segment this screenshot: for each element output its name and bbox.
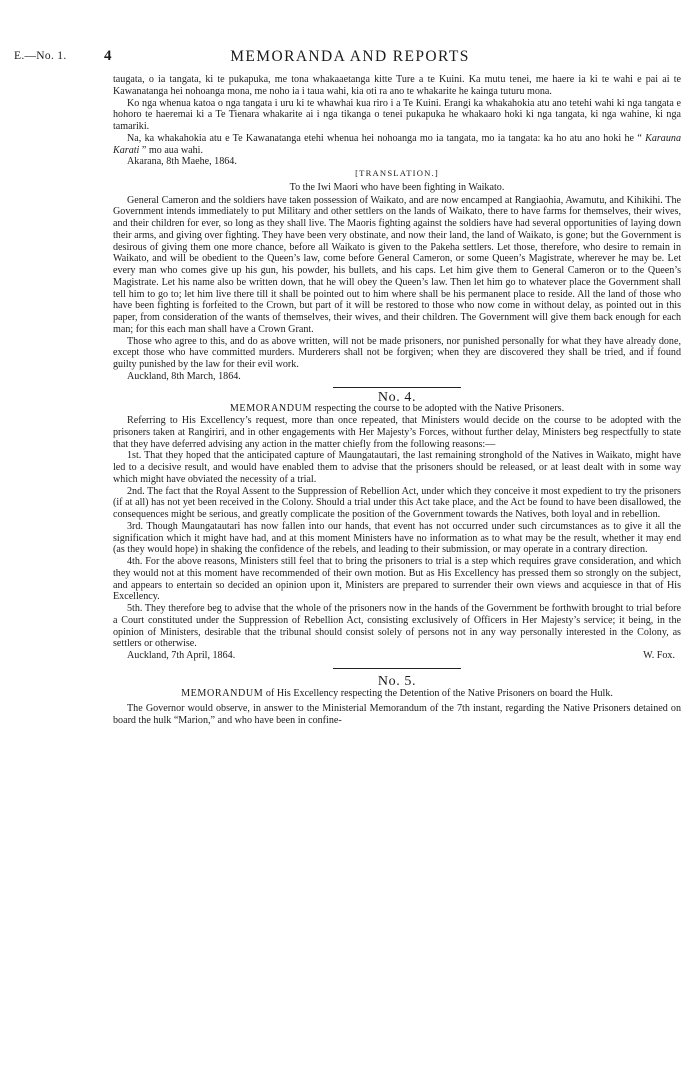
section-divider bbox=[333, 668, 461, 669]
memorandum-paragraph: The Governor would observe, in answer to the Ministerial Memorandum of the 7th instant, regarding the Native Prisoners detained on board the hulk “Marion,” and who have been in confine- bbox=[113, 703, 681, 726]
memorandum-point: 3rd. Though Maungatautari has now fallen into our hands, that event has not occurred under such circumstances as to give it all the signification which it might have had, and at this moment Ministers have no information as to what may be the result, whether it may end (as they would hope) in shaking the confidence of the rebels, and leading to their submission, or may operate in a contrary direction. bbox=[113, 520, 681, 556]
memorandum-no-5 bbox=[113, 673, 681, 727]
maori-paragraph-continued: taugata, o ia tangata, ki te pukapuka, me tona whakaaetanga kitte Ture a te Kuini. Ka mutu tenei, me haere ia ki te wahi e pai ai te Kawanatanga hei nohoanga mona, me noho ia i taua wahi, kia oti ra ano te whakarite he kainga tuturu mona. bbox=[113, 74, 681, 97]
memorandum-point: 5th. They therefore beg to advise that the whole of the prisoners now in the hands of the Government be forthwith brought to trial before a Court constituted under the Suppression of Rebellion Act, consisting exclusively of Officers in Her Majesty’s service; it being, in the opinion of Ministers, desirable that the tribunal should consist solely of persons not in any way personally interested in the Colony, as settlers or otherwise. bbox=[113, 603, 681, 650]
translation-date: Auckland, 8th March, 1864. bbox=[127, 370, 241, 382]
memorandum-point: 2nd. The fact that the Royal Assent to the Suppression of Rebellion Act, under which they conceive it most expedient to try the prisoners (if at all) has not yet been received in the Colony. Should a trial under this Act take place, and the Act be found to have been disallowed, the consequences might be serious, and greatly complicate the position of the Government towards the Natives, both loyal and in rebellion. bbox=[113, 485, 681, 520]
memorandum-heading bbox=[113, 688, 681, 700]
memorandum-point: 4th. For the above reasons, Ministers still feel that to bring the prisoners to trial is a step which requires grave consideration, and which they would not at this moment have recommended of their own motion. But as His Excellency has pressed them so strongly on the subject, and appears to entertain so decided an opinion upon it, Ministers are prepared to surrender their own views and acquiesce in that of His Excellency. bbox=[113, 556, 681, 603]
running-header bbox=[14, 48, 686, 68]
memorandum-point: 1st. That they hoped that the anticipated capture of Maungatautari, the last remaining stronghold of the Natives in Waikato, might have led to a decisive result, and would have enabled them to advise that the prisoners should be released, or at least dealt with in some way which might have obviated the necessity of a trial. bbox=[113, 450, 681, 485]
maori-notice bbox=[113, 74, 681, 168]
section-divider bbox=[333, 387, 461, 388]
maori-paragraph bbox=[113, 133, 681, 157]
signature: W. Fox. bbox=[643, 650, 675, 661]
document-body bbox=[113, 74, 681, 727]
maori-text: Na, ka whakahokia atu e Te Kawanatanga etehi whenua hei nohoanga mo ia tangata, mo ia tangata: ka ho atu ano hoki he “ bbox=[127, 132, 646, 144]
parliamentary-paper-reference: E.—No. 1. bbox=[14, 50, 67, 62]
maori-notice-date: Akarana, 8th Maehe, 1864. bbox=[127, 156, 237, 168]
section-number: No. 5. bbox=[377, 673, 417, 689]
translation-address: To the Iwi Maori who have been fighting in Waikato. bbox=[289, 181, 505, 193]
memorandum-heading-keyword: MEMORANDUM bbox=[229, 403, 313, 415]
translation-paragraph: Those who agree to this, and do as above written, will not be made prisoners, nor punished personally for what they have already done, except those who have committed murders. Murderers shall not be forgiven; when they are discovered they shall be tried, and if found guilty punished by the law for their evil work. bbox=[113, 335, 681, 370]
memorandum-heading-text: of His Excellency respecting the Detention of the Native Prisoners on board the Hulk. bbox=[263, 687, 613, 699]
memorandum-heading bbox=[113, 403, 681, 415]
running-title: MEMORANDA AND REPORTS bbox=[230, 48, 470, 65]
translation-paragraph: General Cameron and the soldiers have taken possession of Waikato, and are now encamped at Rangiaohia, Awamutu, and Kihikihi. The Government intends immediately to put Military and other settlers on the lands of Waikato, there to have farms for themselves, their wives, and their children for ever, so long as they shall live. The Maoris fighting against the soldiers have had several opportunities of laying down their arms, and giving over fighting. They have been very obstinate, and now their land, the land of Waikato, is gone; but the Government is desirous of giving them one more chance, before all Waikato is given to the Pakeha settlers. Let those, therefore, who desire to remain in Waikato, and will be obedient to the Queen’s law, come before General Cameron, or some Queen’s Magistrate, wherever he may be. Let every man who comes give up his gun, his powder, his bullets, and his caps. Let him give them to General Cameron or to the Queen’s Magistrate. Let his name also be written down, that he will obey the Queen’s law. Then let him go to whatever place the Government shall tell him to go to; let him live there till it shall be pointed out to him where shall be his permanent place to reside. All the land of those who have been fighting is forfeited to the Crown, but part of it will be restored to those who now come in without delay, as pointed out in this paper, from consideration of the wants of themselves, their wives, and their children. The Government will give them back enough for each man; for this each man shall have a Crown Grant. bbox=[113, 194, 681, 335]
memorandum-no-4 bbox=[113, 389, 681, 662]
maori-italic-term: Karauna Karati bbox=[113, 132, 681, 156]
section-number: No. 4. bbox=[377, 389, 417, 405]
date-signature-line bbox=[113, 650, 681, 662]
memorandum-paragraph: Referring to His Excellency’s request, more than once repeated, that Ministers would decide on the course to be adopted with the prisoners taken at Rangiriri, and in other engagements with Her Majesty’s Forces, without further delay, Ministers beg respectfully to state that they have deferred advising any action in the matter chiefly from the following reasons:— bbox=[113, 415, 681, 450]
maori-text: ” mo aua wahi. bbox=[139, 144, 203, 156]
memorandum-heading-keyword: MEMORANDUM bbox=[181, 687, 264, 699]
memorandum-heading-text: respecting the course to be adopted with the Native Prisoners. bbox=[312, 403, 565, 415]
translation-label: [TRANSLATION.] bbox=[355, 168, 439, 178]
memorandum-date: Auckland, 7th April, 1864. bbox=[127, 650, 236, 661]
page-number: 4 bbox=[104, 48, 112, 64]
maori-paragraph: Ko nga whenua katoa o nga tangata i uru ki te whawhai kua riro i a Te Kuini. Erangi ka whakahokia atu ano tetehi wahi ki nga tangata e hohoro te haeremai ki a Te Tienara whakarite ai i nga tikanga o tenei pukapuka he whakaaro hoki ki nga tangata, ki nga wahine, ki nga tamariki. bbox=[113, 97, 681, 132]
translation-section bbox=[113, 168, 681, 383]
